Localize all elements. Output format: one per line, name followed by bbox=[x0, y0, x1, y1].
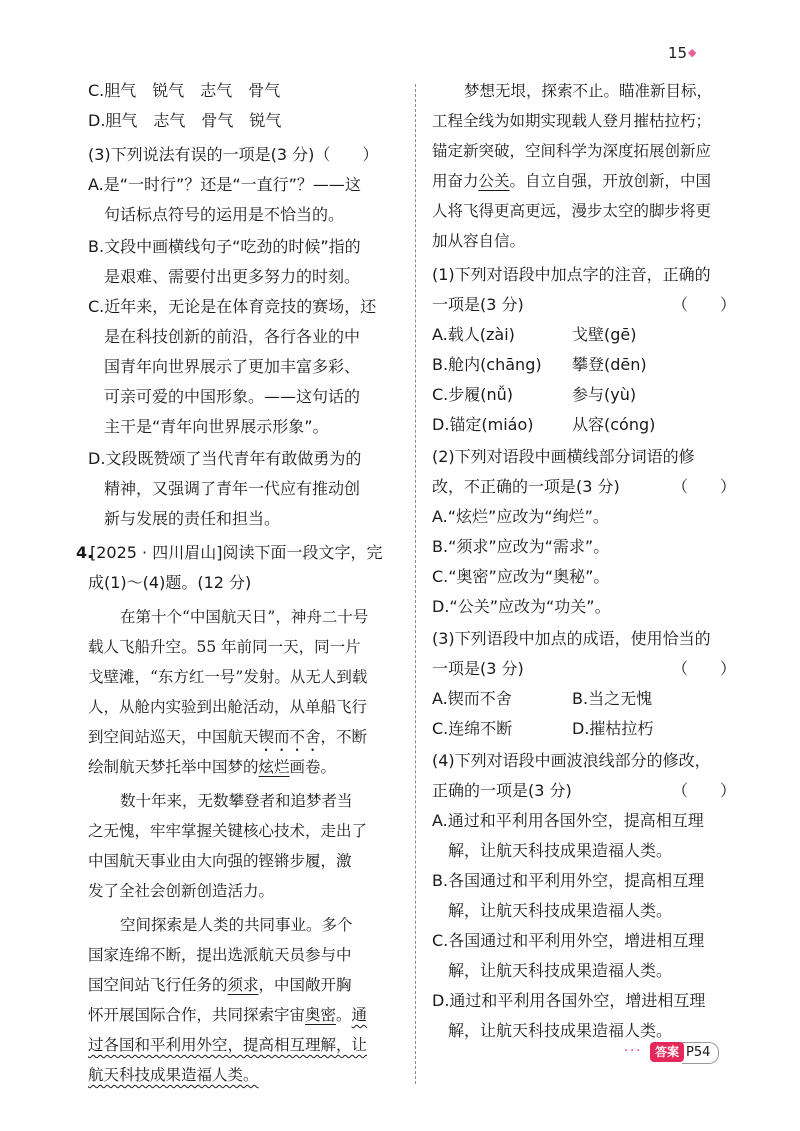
sub-question-4-stem-2: 正确的一项是(3 分) bbox=[432, 781, 572, 800]
passage-p3-line-4 bbox=[88, 1004, 367, 1026]
sub-question-2-stem-2: 改，不正确的一项是(3 分) bbox=[432, 477, 620, 496]
passage-text: 国空间站飞行任务的 bbox=[88, 976, 228, 994]
option-a: A.锲而不舍 bbox=[432, 689, 512, 708]
passage-text: 到空间站巡天，中国航天 bbox=[88, 728, 259, 746]
passage-p1-line-2: 载人飞船升空。55 年前同一天，同一片 bbox=[88, 638, 361, 656]
option-c: C.“奥密”应改为“奥秘”。 bbox=[432, 567, 610, 586]
dotted-idiom: 锲而不舍 bbox=[258, 728, 321, 746]
option-b-line-2: 是艰难、需要付出更多努力的时刻。 bbox=[104, 267, 361, 286]
underlined-word: 奥密 bbox=[305, 1006, 337, 1024]
option-c: C.连绵不断 bbox=[432, 719, 513, 738]
option-d-line: D.胆气 志气 骨气 锐气 bbox=[88, 111, 282, 130]
option-d: D.“公关”应改为“功关”。 bbox=[432, 597, 611, 616]
option-a: A.“炫烂”应改为“绚烂”。 bbox=[432, 507, 609, 526]
option-c: C.步履(nǚ) bbox=[432, 385, 514, 404]
option-a-line-2: 句话标点符号的运用是不恰当的。 bbox=[104, 205, 345, 224]
answer-paren: （ ） bbox=[672, 781, 737, 800]
passage-p4-line-4 bbox=[432, 170, 711, 192]
wavy-underlined-text: 过各国和平利用外空，提高相互理解，让 bbox=[88, 1036, 368, 1054]
option-c-line-2: 是在科技创新的前沿，各行各业的中 bbox=[104, 327, 361, 346]
passage-p2-line-1: 数十年来，无数攀登者和追梦者当 bbox=[120, 792, 353, 810]
option-a-line-2: 解，让航天科技成果造福人类。 bbox=[448, 841, 673, 860]
passage-p4-line-6: 加从容自信。 bbox=[432, 232, 526, 250]
page-number-diamond-icon: ◆ bbox=[688, 46, 697, 59]
passage-p4-line-2: 工程全线为如期实现载人登月摧枯拉朽； bbox=[432, 112, 712, 130]
option-d-second: 从容(cóng) bbox=[572, 415, 656, 434]
option-d-line-1: D.通过和平利用各国外空，增进相互理 bbox=[432, 991, 706, 1010]
passage-text: 绘制航天梦托举中国梦的 bbox=[88, 758, 259, 776]
passage-p4-line-5: 人将飞得更高更远，漫步太空的脚步将更 bbox=[432, 202, 712, 220]
question-4-number: 4. bbox=[76, 543, 94, 562]
underlined-word: 炫烂 bbox=[258, 758, 290, 776]
option-a-line-1: A.是“一时行”？还是“一直行”？——这 bbox=[88, 175, 361, 194]
passage-p1-line-4: 人，从舱内实验到出舱活动，从单船飞行 bbox=[88, 698, 368, 716]
page-number: 15 bbox=[668, 44, 688, 62]
option-c-line-4: 可亲可爱的中国形象。——这句话的 bbox=[104, 387, 361, 406]
option-b: B.当之无愧 bbox=[572, 689, 653, 708]
option-b-line-2: 解，让航天科技成果造福人类。 bbox=[448, 901, 673, 920]
passage-text: ，中国敞开胸 bbox=[258, 976, 352, 994]
option-b: B.“须求”应改为“需求”。 bbox=[432, 537, 610, 556]
option-d: D.摧枯拉朽 bbox=[572, 719, 654, 738]
option-b-line-1: B.文段中画横线句子“吃劲的时候”指的 bbox=[88, 237, 361, 256]
option-d-line-2: 精神，又强调了青年一代应有推动创 bbox=[104, 479, 361, 498]
column-divider bbox=[415, 84, 416, 1084]
passage-p2-line-4: 发了全社会创新创造活力。 bbox=[88, 882, 275, 900]
option-b: B.舱内(chāng) bbox=[432, 355, 542, 374]
passage-text: 怀开展国际合作，共同探索宇宙 bbox=[88, 1006, 306, 1024]
option-d-line-1: D.文段既赞颂了当代青年有敢做勇为的 bbox=[88, 449, 362, 468]
option-c-line-3: 国青年向世界展示了更加丰富多彩、 bbox=[104, 357, 361, 376]
option-c-second: 参与(yù) bbox=[572, 385, 637, 404]
passage-p3-line-3 bbox=[88, 974, 352, 996]
option-c-line-2: 解，让航天科技成果造福人类。 bbox=[448, 961, 673, 980]
sub-question-1-stem-1: (1)下列对语段中加点字的注音，正确的 bbox=[432, 265, 711, 284]
option-b-line-1: B.各国通过和平利用外空，提高相互理 bbox=[432, 871, 705, 890]
option-c-line-5: 主干是“青年向世界展示形象”。 bbox=[104, 417, 329, 436]
option-b-second: 攀登(dēn) bbox=[572, 355, 647, 374]
underlined-word: 公关 bbox=[478, 172, 510, 190]
option-d-line-2: 解，让航天科技成果造福人类。 bbox=[448, 1021, 673, 1040]
answer-paren: （ ） bbox=[672, 659, 737, 678]
passage-p1-line-3: 戈壁滩，“东方红一号”发射。从无人到载 bbox=[88, 668, 368, 686]
passage-p1-line-6 bbox=[88, 756, 336, 778]
underlined-word: 须求 bbox=[227, 976, 259, 994]
answer-paren: （ ） bbox=[672, 477, 737, 496]
option-a-second: 戈壁(gē) bbox=[572, 325, 637, 344]
passage-p2-line-2: 之无愧，牢牢掌握关键核心技术，走出了 bbox=[88, 822, 368, 840]
answer-page-ref: P54 bbox=[682, 1042, 719, 1064]
passage-p4-line-3: 锚定新突破，空间科学为深度拓展创新应 bbox=[432, 142, 712, 160]
passage-text: 。自立自强，开放创新，中国 bbox=[509, 172, 712, 190]
option-a-line-1: A.通过和平利用各国外空，提高相互理 bbox=[432, 811, 704, 830]
passage-text: 用奋力 bbox=[432, 172, 479, 190]
option-c-line-1: C.各国通过和平利用外空，增进相互理 bbox=[432, 931, 705, 950]
passage-p4-line-1: 梦想无垠，探索不止。瞄准新目标， bbox=[464, 82, 713, 100]
answer-dots: ··· bbox=[624, 1044, 643, 1059]
sub-question-2-stem-1: (2)下列对语段中画横线部分词语的修 bbox=[432, 447, 695, 466]
passage-text: ，不断 bbox=[320, 728, 368, 746]
sub-question-1-stem-2: 一项是(3 分) bbox=[432, 295, 524, 314]
answer-badge: 答案 bbox=[650, 1042, 684, 1062]
wavy-underlined-text: 通 bbox=[351, 1006, 368, 1024]
option-d: D.锚定(miáo) bbox=[432, 415, 534, 434]
passage-text: 。 bbox=[336, 1006, 352, 1024]
sub-question-3-stem-2: 一项是(3 分) bbox=[432, 659, 524, 678]
option-c-line-1: C.近年来，无论是在体育竞技的赛场，还 bbox=[88, 297, 377, 316]
question-3-stem: (3)下列说法有误的一项是(3 分)（ ） bbox=[88, 145, 379, 164]
passage-p2-line-3: 中国航天事业由大向强的铿锵步履，激 bbox=[88, 852, 352, 870]
wavy-underlined-text: 航天科技成果造福人类。 bbox=[88, 1066, 259, 1084]
passage-p1-line-5 bbox=[88, 726, 367, 755]
option-a: A.载人(zài) bbox=[432, 325, 515, 344]
passage-text: 画卷。 bbox=[289, 758, 337, 776]
passage-p1-line-1: 在第十个“中国航天日”，神舟二十号 bbox=[120, 608, 369, 626]
answer-paren: （ ） bbox=[672, 295, 737, 314]
passage-p3-line-1: 空间探索是人类的共同事业。多个 bbox=[120, 916, 353, 934]
passage-p3-line-2: 国家连绵不断，提出选派航天员参与中 bbox=[88, 946, 352, 964]
sub-question-3-stem-1: (3)下列语段中加点的成语，使用恰当的 bbox=[432, 629, 711, 648]
question-4-heading-1: [2025 · 四川眉山]阅读下面一段文字，完 bbox=[90, 543, 383, 562]
option-c-line: C.胆气 锐气 志气 骨气 bbox=[88, 81, 281, 100]
option-d-line-3: 新与发展的责任和担当。 bbox=[104, 509, 281, 528]
question-4-heading-2: 成(1)～(4)题。(12 分) bbox=[88, 573, 252, 592]
sub-question-4-stem-1: (4)下列对语段中画波浪线部分的修改， bbox=[432, 751, 711, 770]
